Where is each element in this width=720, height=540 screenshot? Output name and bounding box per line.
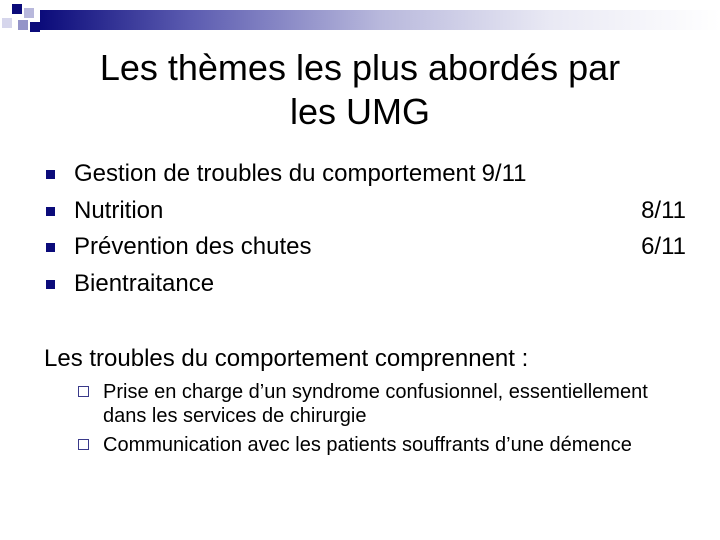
- hollow-square-icon: [78, 386, 89, 397]
- list-item-value: 6/11: [641, 233, 686, 260]
- filled-square-icon: [46, 207, 55, 216]
- sub-list-item: [78, 433, 678, 457]
- decor-square-icon: [30, 22, 40, 32]
- hollow-square-icon: [78, 439, 89, 450]
- decor-square-icon: [24, 8, 34, 18]
- list-item: [46, 229, 686, 266]
- sub-list-item: [78, 380, 678, 428]
- filled-square-icon: [46, 280, 55, 289]
- list-item-value: 8/11: [641, 196, 686, 224]
- decor-square-icon: [2, 18, 12, 28]
- sub-list-item-label: Communication avec les patients souffrants d’une démence: [103, 434, 632, 456]
- decor-square-icon: [12, 4, 22, 14]
- list-item: [46, 156, 686, 193]
- slide-title: [40, 46, 680, 134]
- slide-title-line-2: les UMG: [289, 91, 430, 132]
- list-item-label: Nutrition: [74, 196, 164, 224]
- list-item: [46, 193, 686, 230]
- list-item-label: Prévention des chutes: [74, 233, 312, 260]
- subheading: Les troubles du comportement comprennent :: [44, 345, 529, 372]
- decor-square-icon: [18, 20, 28, 30]
- list-item-label: Bientraitance: [74, 269, 215, 297]
- slide-title-line-1: Les thèmes les plus abordés par: [99, 47, 621, 88]
- list-item: [46, 266, 686, 303]
- topic-list: [46, 156, 686, 302]
- filled-square-icon: [46, 170, 55, 179]
- sub-list-item-label: Prise en charge d’un syndrome confusionnel, essentiellement dans les services de chirurgie: [103, 381, 648, 427]
- list-item-value: 9/11: [481, 160, 527, 187]
- filled-square-icon: [46, 243, 55, 252]
- header-gradient-bar: [40, 10, 720, 30]
- list-item-label: Gestion de troubles du comportement 9/11: [74, 160, 527, 187]
- header-decoration: [0, 0, 720, 40]
- sub-list: [78, 380, 678, 462]
